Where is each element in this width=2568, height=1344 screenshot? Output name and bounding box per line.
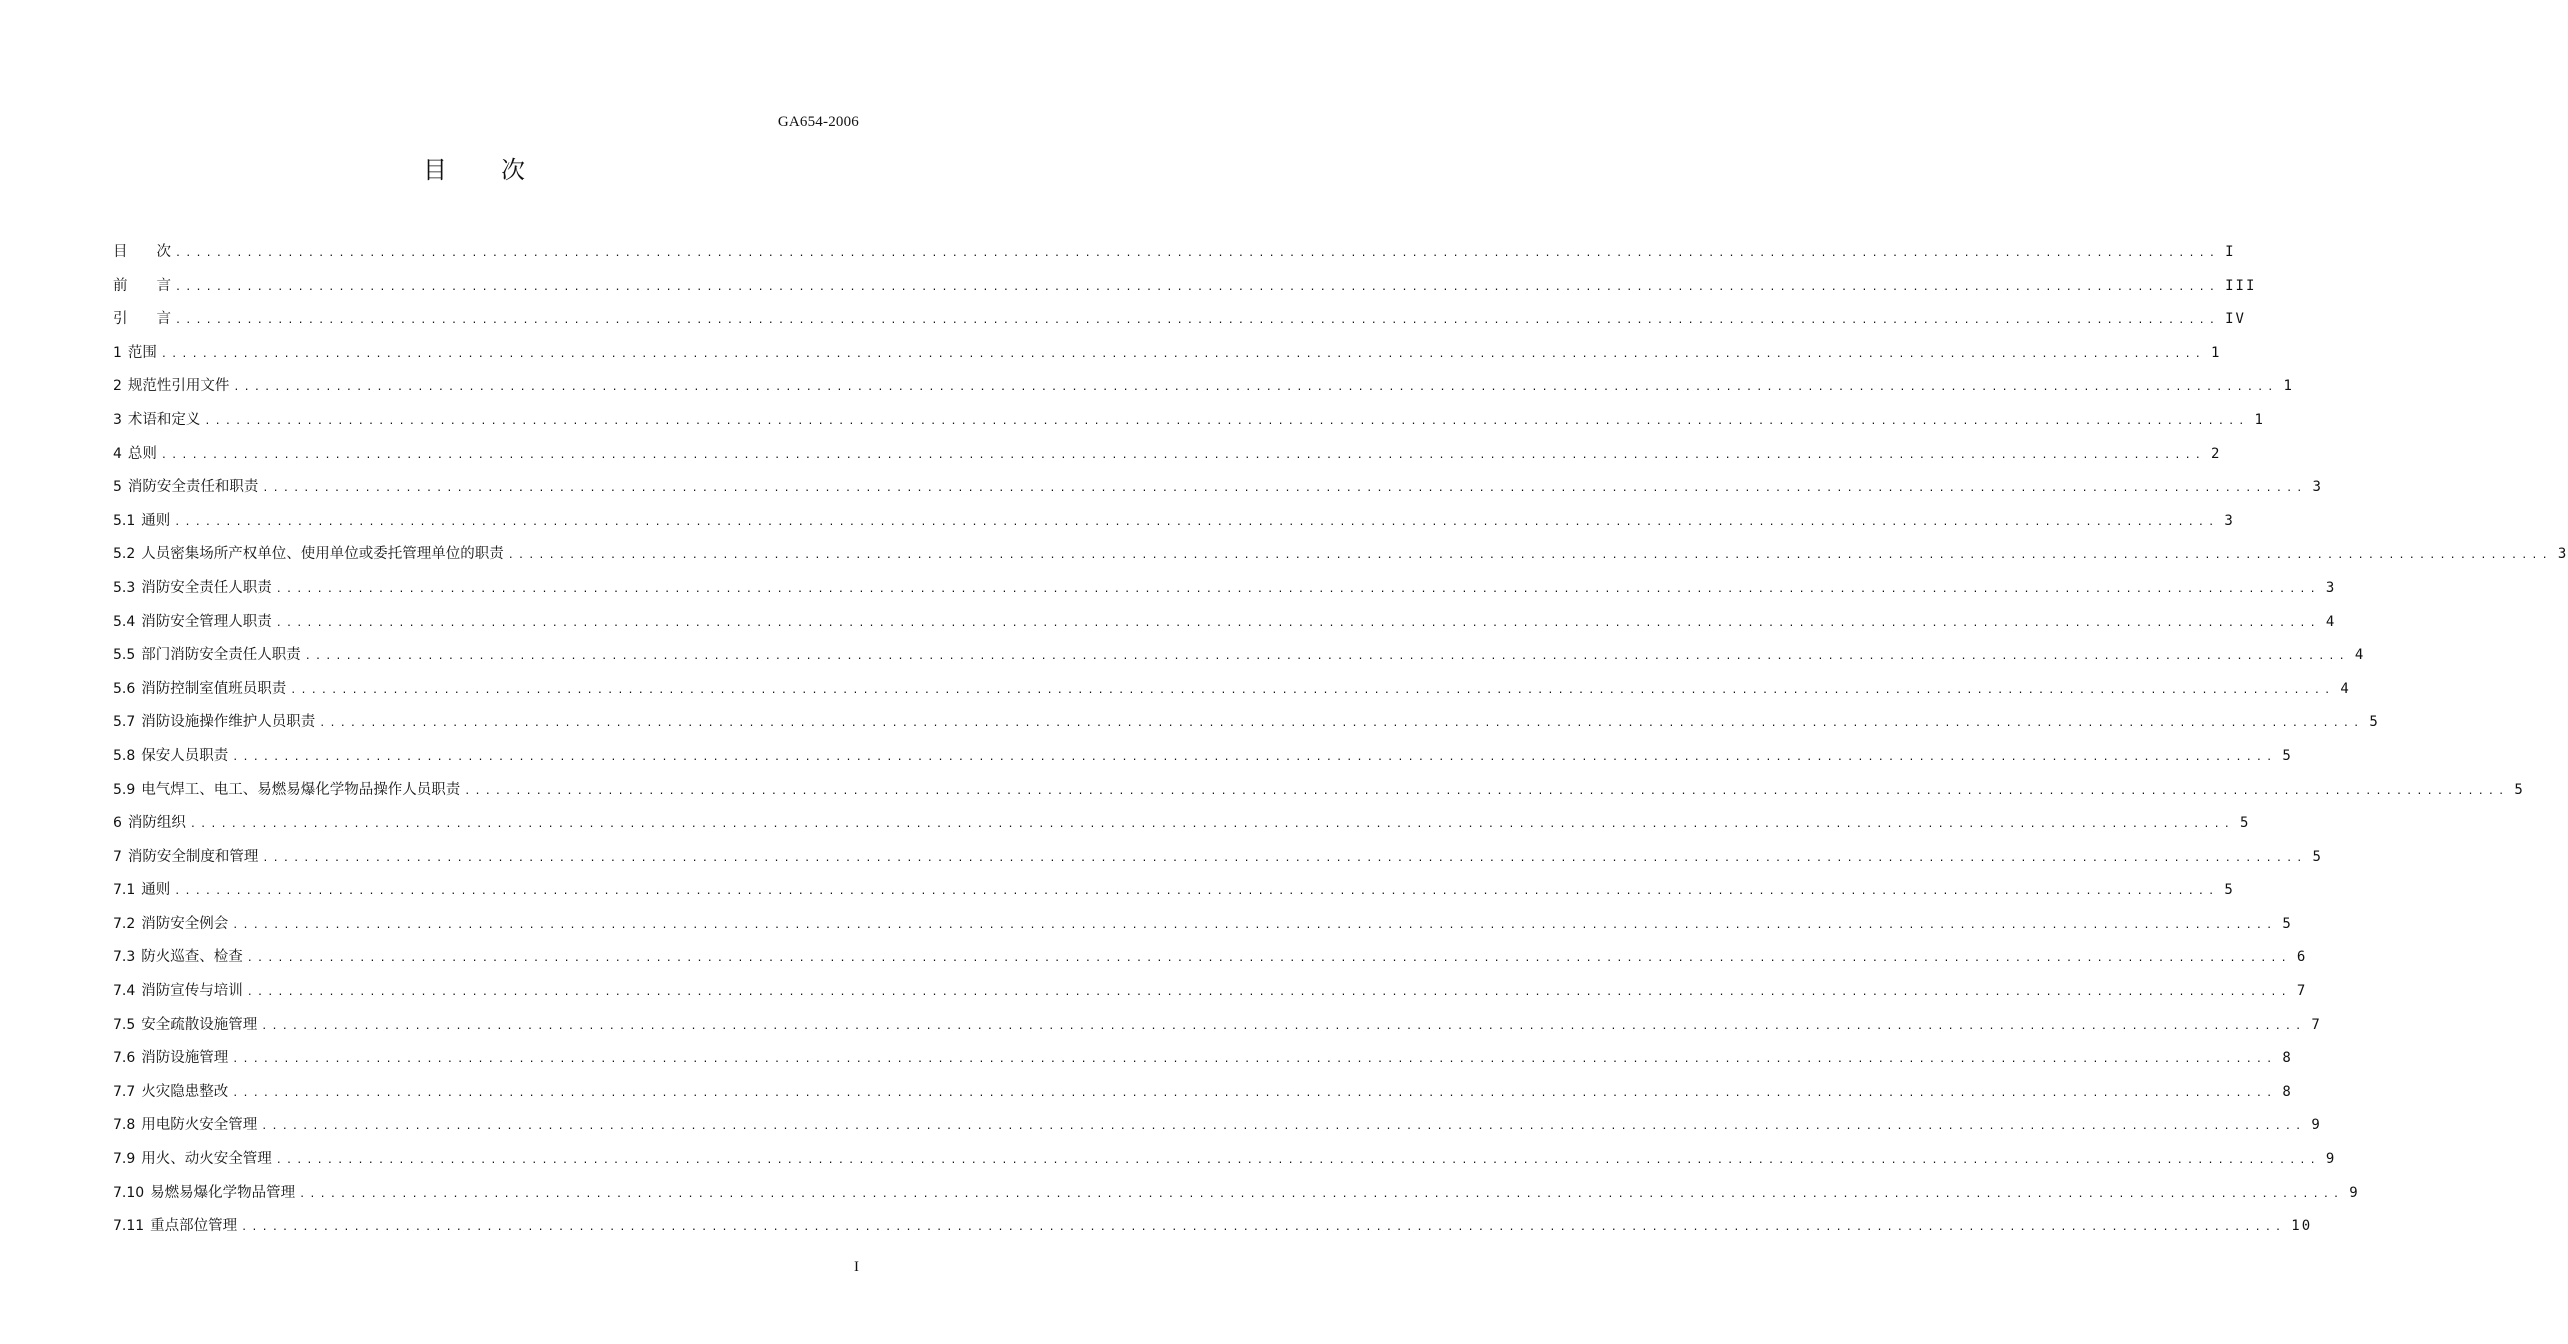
toc-entry[interactable] [113, 908, 2293, 942]
toc-entry[interactable] [113, 1210, 2313, 1244]
toc-entry-label: 保安人员职责 [141, 747, 229, 764]
toc-entry-page: 3 [2312, 479, 2323, 496]
toc-entry-page: 3 [2557, 546, 2568, 563]
toc-entry-page: 10 [2291, 1218, 2313, 1235]
toc-dot-leader: ........................................................................................................................................................................................................ [507, 550, 2552, 562]
toc-entry-number: 3 [113, 411, 122, 428]
toc-entry-page: 5 [2369, 714, 2380, 731]
toc-dot-leader: ........................................................................................................................................................................................................ [275, 583, 2320, 595]
toc-entry[interactable] [113, 673, 2351, 707]
toc-entry-label: 消防安全管理人职责 [141, 613, 272, 630]
toc-entry-label: 消防设施管理 [141, 1050, 229, 1067]
toc-dot-leader: ........................................................................................................................................................................................................ [160, 449, 2206, 461]
toc-entry[interactable] [113, 471, 2323, 505]
toc-entry-page: 7 [2296, 983, 2308, 1000]
toc-dot-leader: ........................................................................................................................................................................................................ [262, 852, 2307, 864]
toc-dot-leader: ........................................................................................................................................................................................................ [262, 483, 2307, 495]
toc-entry-page: 8 [2282, 1083, 2293, 1100]
toc-dot-leader: ........................................................................................................................................................................................................ [246, 987, 2291, 999]
toc-entry-number: 4 [113, 445, 122, 462]
toc-entry-label: 部门消防安全责任人职责 [141, 647, 301, 664]
toc-dot-leader: ........................................................................................................................................................................................................ [232, 919, 2277, 931]
toc-entry-page: 6 [2296, 949, 2308, 966]
toc-entry[interactable] [113, 1076, 2293, 1110]
toc-entry-page: 5 [2240, 815, 2251, 832]
toc-entry[interactable] [113, 1009, 2322, 1043]
toc-entry-label: 消防安全责任人职责 [141, 579, 272, 596]
toc-entry-label: 消防安全责任和职责 [127, 479, 259, 496]
toc-entry-label: 用火、动火安全管理 [141, 1151, 272, 1168]
toc-entry-label: 规范性引用文件 [127, 378, 230, 395]
toc-entry[interactable] [113, 404, 2265, 438]
toc-entry-number: 5 [113, 479, 122, 496]
document-code: GA654-2006 [777, 114, 859, 130]
toc-dot-leader: ........................................................................................................................................................................................................ [290, 684, 2335, 696]
toc-entry-number: 5.3 [113, 579, 136, 596]
toc-entry-page: 3 [2325, 579, 2337, 596]
toc-dot-leader: ........................................................................................................................................................................................................ [175, 315, 2220, 327]
toc-entry-number: 7.10 [113, 1184, 145, 1201]
toc-entry-number: 7.7 [113, 1083, 136, 1100]
toc-entry-label: 前 言 [113, 277, 171, 294]
toc-entry-label: 消防宣传与培训 [141, 983, 243, 1000]
toc-entry-page: 5 [2514, 781, 2525, 798]
toc-entry-number: 7.8 [113, 1117, 136, 1134]
toc-dot-leader: ........................................................................................................................................................................................................ [233, 382, 2278, 394]
toc-entry-number: 5.8 [113, 747, 136, 764]
toc-dot-leader: ........................................................................................................................................................................................................ [275, 1155, 2320, 1167]
toc-entry-page: 5 [2224, 882, 2235, 899]
toc-entry-number: 5.1 [113, 512, 136, 529]
toc-entry-number: 5.4 [113, 613, 136, 630]
toc-entry[interactable] [113, 706, 2380, 740]
toc-entry[interactable] [113, 337, 2222, 371]
toc-entry-number: 5.6 [113, 680, 136, 697]
toc-entry[interactable] [113, 1109, 2322, 1143]
toc-dot-leader: ........................................................................................................................................................................................................ [261, 1121, 2306, 1133]
toc-entry-label: 通则 [141, 512, 171, 529]
page-title: 目 次 [423, 156, 527, 184]
toc-entry[interactable] [113, 1177, 2360, 1211]
toc-entry-label: 火灾隐患整改 [141, 1083, 229, 1100]
toc-entry[interactable] [113, 941, 2308, 975]
toc-entry[interactable] [113, 774, 2525, 808]
toc-entry[interactable] [113, 874, 2235, 908]
toc-dot-leader: ........................................................................................................................................................................................................ [160, 348, 2206, 360]
toc-entry[interactable] [113, 236, 2236, 270]
toc-entry-page: III [2225, 277, 2257, 294]
toc-entry-page: 1 [2211, 344, 2222, 361]
page-number: I [854, 1259, 859, 1275]
toc-entry-page: 4 [2325, 613, 2337, 630]
toc-entry-label: 引 言 [113, 311, 171, 328]
toc-entry-label: 消防控制室值班员职责 [141, 680, 287, 697]
toc-entry-page: 9 [2349, 1184, 2360, 1201]
toc-entry-label: 电气焊工、电工、易燃易爆化学物品操作人员职责 [141, 781, 461, 798]
toc-entry-label: 人员密集场所产权单位、使用单位或委托管理单位的职责 [141, 546, 504, 563]
toc-entry-label: 易燃易爆化学物品管理 [150, 1184, 296, 1201]
toc-entry-page: 8 [2282, 1050, 2293, 1067]
toc-entry-page: 2 [2211, 445, 2222, 462]
toc-entry-number: 7.11 [113, 1218, 145, 1235]
toc-dot-leader: ........................................................................................................................................................................................................ [232, 1087, 2277, 1099]
toc-dot-leader: ........................................................................................................................................................................................................ [204, 415, 2249, 427]
toc-entry-number: 2 [113, 378, 122, 395]
toc-entry-number: 7.3 [113, 949, 136, 966]
toc-entry-page: 4 [2354, 647, 2366, 664]
toc-dot-leader: ........................................................................................................................................................................................................ [189, 819, 2235, 831]
table-of-contents [113, 236, 2568, 1244]
toc-entry[interactable] [113, 1042, 2293, 1076]
toc-entry-label: 目 次 [113, 244, 171, 260]
toc-dot-leader: ........................................................................................................................................................................................................ [232, 1054, 2277, 1066]
toc-entry-number: 5.2 [113, 546, 136, 563]
toc-entry-number: 6 [113, 815, 122, 832]
toc-entry[interactable] [113, 572, 2337, 606]
toc-entry-label: 通则 [141, 882, 171, 899]
toc-entry-page: 3 [2224, 512, 2235, 529]
toc-entry-page: 9 [2311, 1117, 2322, 1134]
toc-entry-page: 4 [2340, 680, 2351, 697]
toc-entry-page: 5 [2282, 915, 2293, 932]
toc-dot-leader: ........................................................................................................................................................................................................ [174, 516, 2219, 528]
toc-dot-leader: ........................................................................................................................................................................................................ [275, 617, 2320, 629]
toc-entry[interactable] [113, 303, 2246, 337]
toc-entry[interactable] [113, 841, 2323, 875]
toc-entry-label: 安全疏散设施管理 [141, 1016, 258, 1033]
toc-entry-label: 术语和定义 [127, 411, 201, 428]
toc-dot-leader: ........................................................................................................................................................................................................ [299, 1188, 2344, 1200]
toc-entry[interactable] [113, 606, 2337, 640]
toc-dot-leader: ........................................................................................................................................................................................................ [246, 953, 2291, 965]
toc-entry[interactable] [113, 370, 2294, 404]
toc-entry-page: 1 [2283, 378, 2294, 395]
toc-dot-leader: ........................................................................................................................................................................................................ [304, 651, 2349, 663]
toc-entry-number: 7.6 [113, 1050, 136, 1067]
toc-entry-label: 用电防火安全管理 [141, 1117, 258, 1134]
toc-dot-leader: ........................................................................................................................................................................................................ [174, 886, 2219, 898]
toc-entry[interactable] [113, 538, 2568, 572]
toc-entry-number: 7 [113, 848, 122, 865]
toc-entry[interactable] [113, 975, 2308, 1009]
toc-entry-number: 7.2 [113, 915, 136, 932]
toc-entry-label: 总则 [127, 445, 157, 462]
toc-entry-number: 7.4 [113, 983, 136, 1000]
toc-dot-leader: ........................................................................................................................................................................................................ [261, 1020, 2306, 1032]
toc-entry-label: 消防组织 [127, 815, 186, 832]
toc-dot-leader: ........................................................................................................................................................................................................ [319, 718, 2364, 730]
toc-entry[interactable] [113, 639, 2366, 673]
toc-entry-label: 范围 [127, 344, 157, 361]
toc-entry-page: I [2225, 244, 2236, 260]
toc-entry-number: 7.5 [113, 1016, 136, 1033]
toc-entry-number: 5.7 [113, 714, 136, 731]
toc-dot-leader: ........................................................................................................................................................................................................ [464, 785, 2509, 797]
toc-entry[interactable] [113, 807, 2251, 841]
toc-entry[interactable] [113, 270, 2257, 304]
toc-entry[interactable] [113, 505, 2235, 539]
toc-entry-number: 5.5 [113, 647, 136, 664]
toc-entry-label: 重点部位管理 [150, 1218, 238, 1235]
toc-entry[interactable] [113, 740, 2293, 774]
toc-entry-page: 5 [2282, 747, 2293, 764]
toc-dot-leader: ........................................................................................................................................................................................................ [232, 751, 2277, 763]
toc-entry[interactable] [113, 438, 2222, 472]
toc-entry-page: 9 [2325, 1151, 2337, 1168]
toc-entry[interactable] [113, 1143, 2337, 1177]
toc-entry-label: 消防设施操作维护人员职责 [141, 714, 316, 731]
toc-entry-number: 5.9 [113, 781, 136, 798]
toc-entry-number: 7.9 [113, 1151, 136, 1168]
toc-entry-page: IV [2225, 311, 2246, 328]
toc-entry-number: 7.1 [113, 882, 136, 899]
toc-dot-leader: ........................................................................................................................................................................................................ [241, 1222, 2286, 1234]
toc-entry-number: 1 [113, 344, 122, 361]
toc-entry-page: 1 [2254, 411, 2265, 428]
toc-entry-page: 5 [2312, 848, 2323, 865]
toc-entry-label: 消防安全制度和管理 [127, 848, 259, 865]
toc-dot-leader: ........................................................................................................................................................................................................ [175, 248, 2220, 259]
toc-dot-leader: ........................................................................................................................................................................................................ [175, 281, 2220, 293]
toc-entry-label: 消防安全例会 [141, 915, 229, 932]
toc-entry-page: 7 [2311, 1016, 2322, 1033]
toc-entry-label: 防火巡查、检查 [141, 949, 243, 966]
